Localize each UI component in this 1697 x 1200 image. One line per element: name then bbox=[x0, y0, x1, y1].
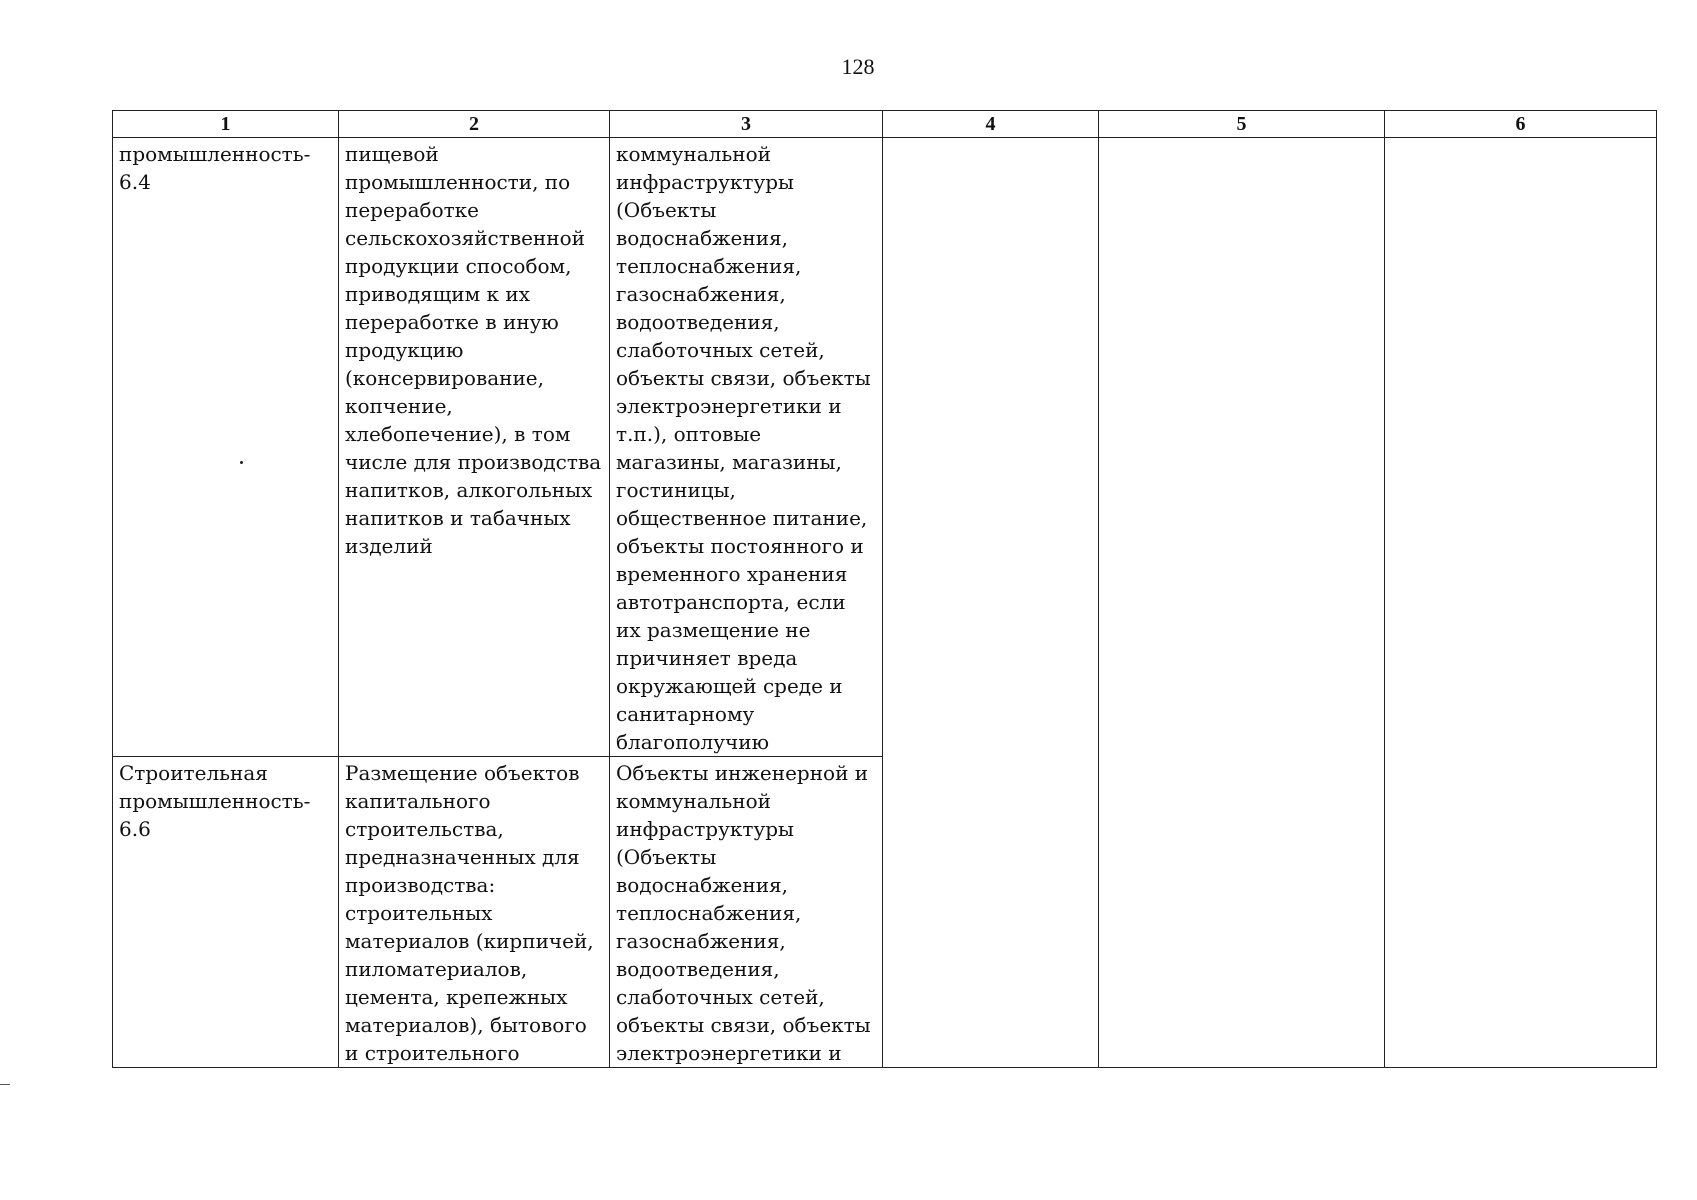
auxiliary-use-cell: коммунальной инфраструктуры (Объекты водоснабжения, теплоснабжения, газоснабжения, водоотведения, слаботочных сетей, объекты связи, объекты электроэнергетики и т.п.), оптовые магазины, магазины, гостиницы, общественное питание, объекты постоянного и временного хранения автотранспорта, если их размещение не причиняет вреда окружающей среде и санитарному благополучию bbox=[610, 138, 883, 757]
table-header-row bbox=[113, 111, 1657, 138]
table-row bbox=[113, 138, 1657, 757]
column-4-cell bbox=[883, 138, 1099, 1068]
column-header-6: 6 bbox=[1385, 111, 1657, 138]
permitted-use-name-cell: промышленность- 6.4 bbox=[113, 138, 339, 757]
permitted-use-description-cell: пищевой промышленности, по переработке сельскохозяйственной продукции способом, приводящим к их переработке в иную продукцию (консервирование, копчение, хлебопечение), в том числе для производства напитков, алкогольных напитков и табачных изделий bbox=[339, 138, 610, 757]
permitted-use-description-cell: Размещение объектов капитального строительства, предназначенных для производства: строительных материалов (кирпичей, пиломатериалов, цемента, крепежных материалов), бытового и строительного bbox=[339, 757, 610, 1068]
regulations-table bbox=[112, 110, 1657, 1068]
column-5-cell bbox=[1099, 138, 1385, 1068]
page-number: 128 bbox=[841, 54, 875, 79]
margin-mark bbox=[0, 1084, 10, 1085]
column-header-3: 3 bbox=[610, 111, 883, 138]
permitted-use-name-cell: Строительная промышленность- 6.6 bbox=[113, 757, 339, 1068]
column-header-1: 1 bbox=[113, 111, 339, 138]
scan-speck bbox=[240, 461, 243, 464]
column-header-5: 5 bbox=[1099, 111, 1385, 138]
column-header-4: 4 bbox=[883, 111, 1099, 138]
auxiliary-use-cell: Объекты инженерной и коммунальной инфраструктуры (Объекты водоснабжения, теплоснабжения, газоснабжения, водоотведения, слаботочных сетей, объекты связи, объекты электроэнергетики и bbox=[610, 757, 883, 1068]
column-6-cell bbox=[1385, 138, 1657, 1068]
column-header-2: 2 bbox=[339, 111, 610, 138]
